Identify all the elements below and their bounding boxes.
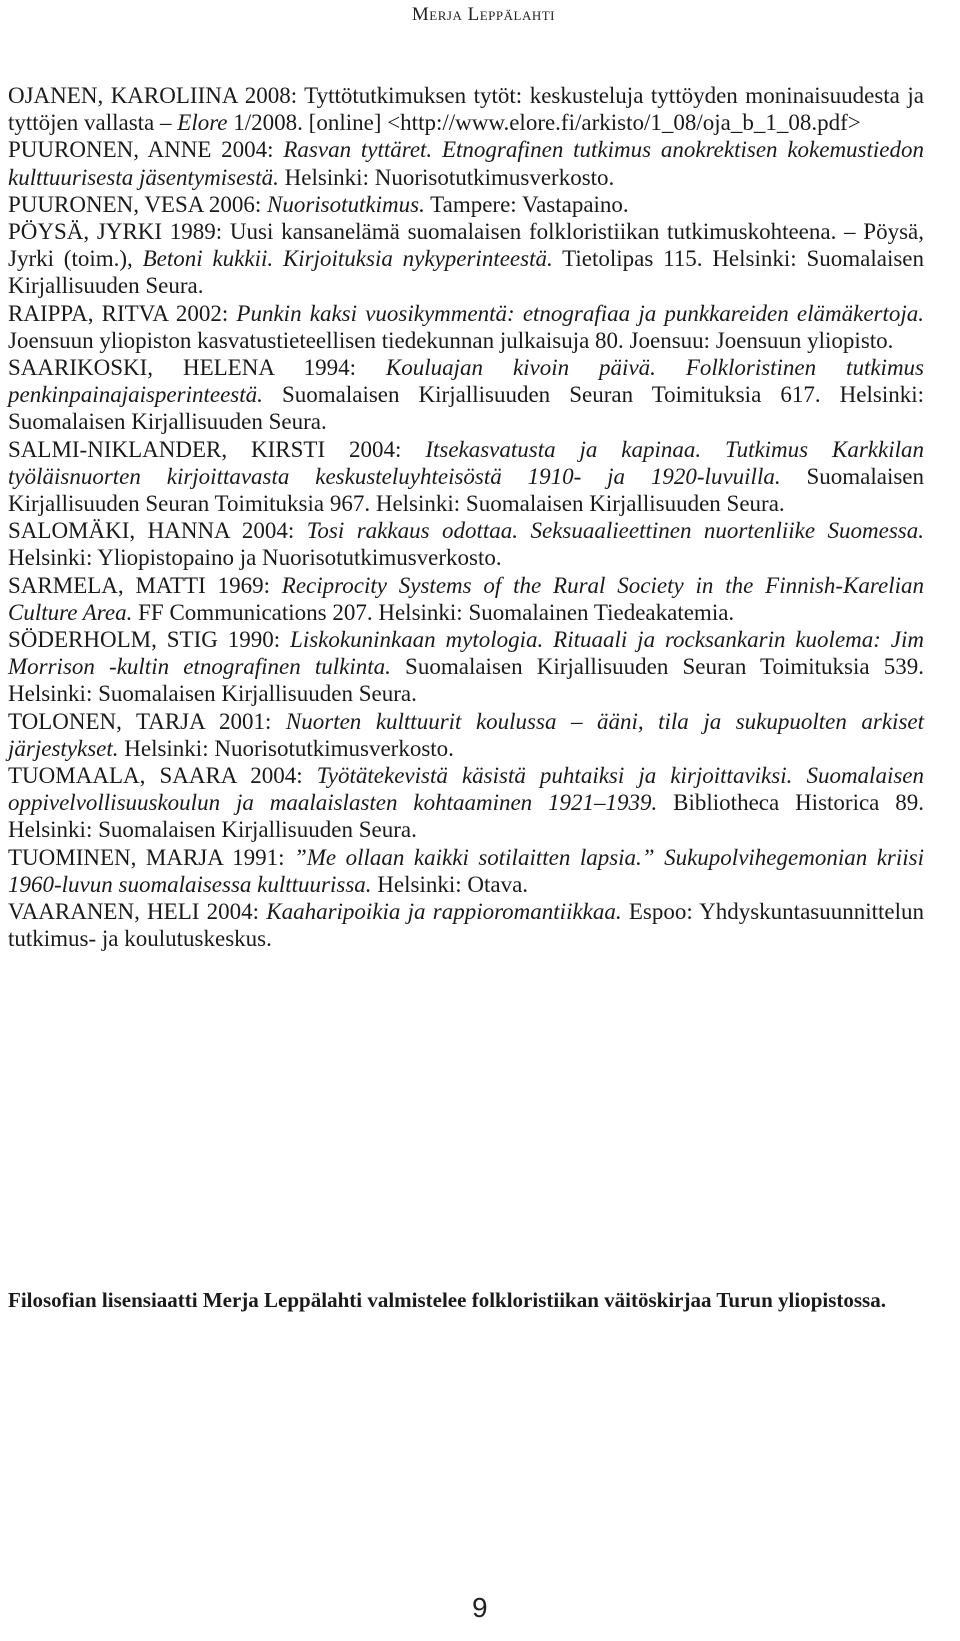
reference-title: Nuorten kulttuurit koulussa – ääni, tila ja sukupuolten arkiset järjestykset.: [8, 708, 924, 761]
reference-entry: [8, 708, 924, 762]
reference-title: Tosi rakkaus odottaa. Seksuaalieettinen nuortenliike Suomessa.: [306, 518, 925, 544]
reference-tail: Suomalaisen Kirjallisuuden Seuran Toimituksia 617. Helsinki: Suomalaisen Kirjallisuuden Seura.: [8, 382, 924, 435]
reference-title: Elore: [177, 110, 228, 136]
reference-tail: Suomalaisen Kirjallisuuden Seuran Toimituksia 967. Helsinki: Suomalaisen Kirjallisuuden Seura.: [8, 463, 924, 517]
reference-tail: Helsinki: Yliopistopaino ja Nuorisotutkimusverkosto.: [8, 545, 502, 571]
reference-lead: SALMI-NIKLANDER, KIRSTI 2004:: [8, 436, 426, 462]
reference-tail: FF Communications 207. Helsinki: Suomalainen Tiedeakatemia.: [132, 599, 735, 625]
reference-lead: TUOMAALA, SAARA 2004:: [8, 763, 317, 789]
reference-title: Nuorisotutkimus.: [267, 191, 425, 217]
reference-entry: [8, 191, 924, 218]
reference-title: Liskokuninkaan mytologia. Rituaali ja rocksankarin kuolema: Jim Morrison -kultin etnografinen tulkinta.: [8, 627, 925, 680]
reference-lead: RAIPPA, RITVA 2002:: [8, 300, 237, 326]
running-header: Merja Leppälahti: [411, 4, 555, 25]
reference-lead: SALOMÄKI, HANNA 2004:: [8, 518, 307, 544]
reference-entry: [8, 82, 924, 136]
reference-lead: SÖDERHOLM, STIG 1990:: [8, 627, 291, 653]
reference-title: Rasvan tyttäret. Etnografinen tutkimus anokrektisen kokemustiedon kulttuurisesta jäsentymisestä.: [8, 137, 924, 190]
reference-lead: VAARANEN, HELI 2004:: [8, 899, 267, 925]
reference-tail: Suomalaisen Kirjallisuuden Seuran Toimituksia 539. Helsinki: Suomalaisen Kirjallisuuden Seura.: [8, 654, 924, 707]
reference-entry: [8, 354, 924, 436]
reference-lead: PUURONEN, ANNE 2004:: [8, 137, 284, 163]
reference-title: Kaaharipoikia ja rappioromantiikkaa.: [266, 899, 622, 925]
reference-entry: [8, 844, 924, 898]
reference-tail: Espoo: Yhdyskuntasuunnittelun tutkimus- ja koulutuskeskus.: [8, 899, 924, 952]
reference-lead: SAARIKOSKI, HELENA 1994:: [8, 355, 386, 381]
reference-list: [8, 82, 924, 953]
reference-title: Reciprocity Systems of the Rural Society in the Finnish-Karelian Culture Area.: [8, 572, 925, 625]
reference-tail: Helsinki: Nuorisotutkimusverkosto.: [118, 735, 454, 761]
page-number: 9: [472, 1592, 488, 1623]
reference-tail: Helsinki: Nuorisotutkimusverkosto.: [278, 164, 615, 190]
reference-title: ”Me ollaan kaikki sotilaitten lapsia.” Sukupolvihegemonian kriisi 1960-luvun suomalaisessa kulttuurissa.: [8, 844, 924, 897]
reference-title: Kouluajan kivoin päivä. Folkloristinen tutkimus penkinpainajaisperinteestä.: [8, 355, 925, 408]
reference-entry: [8, 436, 924, 518]
reference-tail: Tietolipas 115. Helsinki: Suomalaisen Kirjallisuuden Seura.: [8, 246, 924, 299]
reference-lead: TOLONEN, TARJA 2001:: [8, 708, 286, 734]
reference-tail: 1/2008. [online] <http://www.elore.fi/arkisto/1_08/oja_b_1_08.pdf>: [227, 110, 861, 136]
reference-entry: [8, 300, 924, 354]
reference-tail: Bibliotheca Historica 89. Helsinki: Suomalaisen Kirjallisuuden Seura.: [8, 790, 924, 843]
reference-entry: [8, 762, 924, 844]
reference-entry: [8, 136, 924, 190]
reference-lead: PUURONEN, VESA 2006:: [8, 191, 267, 217]
reference-title: Itsekasvatusta ja kapinaa. Tutkimus Karkkilan työläisnuorten kirjoittavasta keskusteluyhteisöstä 1910- ja 1920-luvuilla.: [8, 436, 924, 489]
reference-tail: Tampere: Vastapaino.: [424, 191, 629, 217]
reference-tail: Helsinki: Otava.: [371, 871, 529, 897]
reference-lead: SARMELA, MATTI 1969:: [8, 572, 282, 598]
reference-lead: OJANEN, KAROLIINA 2008: Tyttötutkimuksen tytöt: keskusteluja tyttöyden moninaisuudesta ja tyttöjen vallasta –: [8, 83, 924, 136]
author-bio: Filosofian lisensiaatti Merja Leppälahti valmistelee folkloristiikan väitöskirjaa Turun yliopistossa.: [8, 1288, 886, 1312]
reference-title: Punkin kaksi vuosikymmentä: etnografiaa ja punkkareiden elämäkertoja.: [236, 300, 925, 326]
reference-entry: [8, 626, 924, 708]
reference-entry: [8, 898, 924, 952]
reference-title: Betoni kukkii. Kirjoituksia nykyperinteestä.: [142, 246, 553, 272]
reference-title: Työtätekevistä käsistä puhtaiksi ja kirjoittaviksi. Suomalaisen oppivelvollisuuskoulun ja maalaislasten kohtaaminen 1921–1939.: [8, 763, 924, 816]
reference-tail: Joensuun yliopiston kasvatustieteellisen tiedekunnan julkaisuja 80. Joensuu: Joensuun yliopisto.: [8, 327, 894, 353]
reference-lead: TUOMINEN, MARJA 1991:: [8, 844, 294, 870]
reference-entry: [8, 517, 924, 571]
reference-entry: [8, 572, 924, 626]
reference-entry: [8, 218, 924, 300]
reference-lead: PÖYSÄ, JYRKI 1989: Uusi kansanelämä suomalaisen folkloristiikan tutkimuskohteena. – Pöysä, Jyrki (toim.),: [8, 219, 924, 272]
